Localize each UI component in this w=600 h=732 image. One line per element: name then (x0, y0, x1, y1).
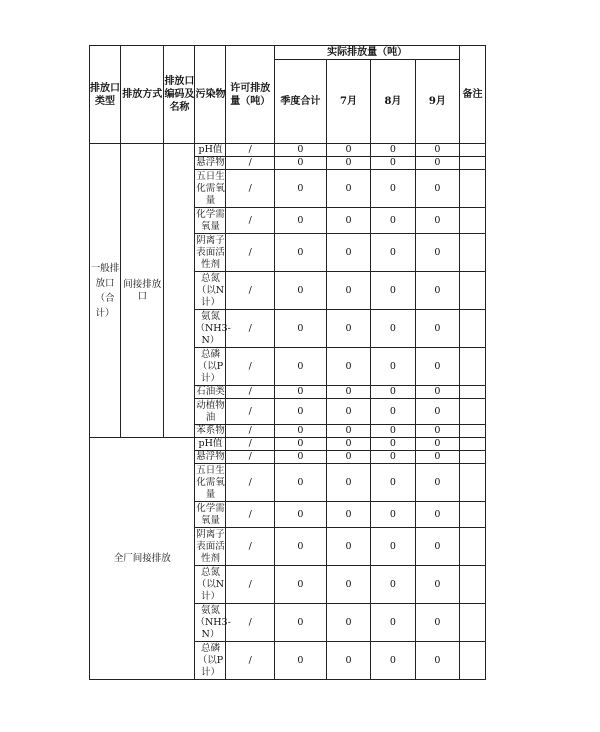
month-8-cell: 0 (371, 438, 415, 451)
quarter-total-cell: 0 (275, 451, 327, 464)
remarks-cell (460, 157, 486, 170)
month-7-cell: 0 (326, 144, 370, 157)
quarter-total-cell: 0 (275, 464, 327, 502)
pollutant-cell: 化学需氧量 (196, 502, 225, 526)
month-9-cell: 0 (415, 528, 459, 566)
permitted-cell: / (226, 438, 275, 451)
remarks-cell (460, 348, 486, 386)
header-permitted: 许可排放量（吨） (226, 46, 275, 144)
permitted-cell: / (226, 348, 275, 386)
month-8-cell: 0 (371, 144, 415, 157)
quarter-total-cell: 0 (275, 272, 327, 310)
month-9-cell: 0 (415, 425, 459, 438)
remarks-cell (460, 208, 486, 234)
permitted-cell: / (226, 310, 275, 348)
pollutant-cell: 五日生化需氧量 (196, 464, 225, 500)
month-8-cell: 0 (371, 272, 415, 310)
month-7-cell: 0 (326, 157, 370, 170)
quarter-total-cell: 0 (275, 642, 327, 680)
remarks-cell (460, 386, 486, 399)
permitted-cell: / (226, 170, 275, 208)
permitted-cell: / (226, 234, 275, 272)
remarks-cell (460, 604, 486, 642)
month-9-cell: 0 (415, 208, 459, 234)
pollutant-cell: 阴离子表面活性剂 (196, 528, 225, 564)
month-8-cell: 0 (371, 310, 415, 348)
month-7-cell: 0 (326, 566, 370, 604)
month-8-cell: 0 (371, 234, 415, 272)
header-actual: 实际排放量（吨） (275, 46, 460, 60)
month-9-cell: 0 (415, 157, 459, 170)
permitted-cell: / (226, 425, 275, 438)
quarter-total-cell: 0 (275, 566, 327, 604)
month-8-cell: 0 (371, 642, 415, 680)
month-8-cell: 0 (371, 528, 415, 566)
quarter-total-cell: 0 (275, 528, 327, 566)
pollutant-cell: 氨氮（NH3-N） (195, 310, 231, 346)
header-discharge-method: 排放方式 (121, 46, 164, 144)
header-outlet-code-name: 排放口编码及名称 (164, 46, 195, 144)
remarks-cell (460, 425, 486, 438)
remarks-cell (460, 234, 486, 272)
header-outlet-type: 排放口类型 (90, 46, 121, 144)
remarks-cell (460, 464, 486, 502)
month-7-cell: 0 (326, 386, 370, 399)
permitted-cell: / (226, 604, 275, 642)
month-9-cell: 0 (415, 348, 459, 386)
pollutant-cell: pH值 (195, 438, 226, 451)
pollutant-cell: pH值 (195, 144, 226, 157)
pollutant-cell: 五日生化需氧量 (196, 170, 225, 206)
month-8-cell: 0 (371, 425, 415, 438)
remarks-cell (460, 144, 486, 157)
table-row (90, 144, 486, 157)
month-7-cell: 0 (326, 272, 370, 310)
month-8-cell: 0 (371, 464, 415, 502)
outlet-code-cell (164, 144, 195, 438)
permitted-cell: / (226, 144, 275, 157)
discharge-method-cell: 间接排放口 (121, 144, 164, 438)
month-9-cell: 0 (415, 144, 459, 157)
permitted-cell: / (226, 502, 275, 528)
permitted-cell: / (226, 451, 275, 464)
quarter-total-cell: 0 (275, 399, 327, 425)
quarter-total-cell: 0 (275, 604, 327, 642)
pollutant-cell: 总氮（以N计） (196, 272, 225, 308)
month-9-cell: 0 (415, 502, 459, 528)
remarks-cell (460, 399, 486, 425)
header-month-8: 8月 (371, 60, 415, 144)
month-7-cell: 0 (326, 208, 370, 234)
month-7-cell: 0 (326, 464, 370, 502)
quarter-total-cell: 0 (275, 386, 327, 399)
month-9-cell: 0 (415, 464, 459, 502)
month-8-cell: 0 (371, 157, 415, 170)
remarks-cell (460, 438, 486, 451)
pollutant-cell: 悬浮物 (196, 451, 225, 462)
month-7-cell: 0 (326, 528, 370, 566)
quarter-total-cell: 0 (275, 438, 327, 451)
month-8-cell: 0 (371, 566, 415, 604)
pollutant-cell: 化学需氧量 (196, 208, 225, 232)
remarks-cell (460, 566, 486, 604)
permitted-cell: / (226, 272, 275, 310)
month-7-cell: 0 (326, 642, 370, 680)
month-9-cell: 0 (415, 642, 459, 680)
header-month-9: 9月 (415, 60, 459, 144)
permitted-cell: / (226, 208, 275, 234)
month-7-cell: 0 (326, 438, 370, 451)
pollutant-cell: 总磷（以P计） (195, 642, 226, 680)
month-9-cell: 0 (415, 438, 459, 451)
table-row (90, 438, 486, 451)
quarter-total-cell: 0 (275, 234, 327, 272)
month-9-cell: 0 (415, 170, 459, 208)
month-7-cell: 0 (326, 170, 370, 208)
header-pollutant: 污染物 (195, 46, 226, 144)
month-8-cell: 0 (371, 399, 415, 425)
pollutant-cell: 石油类 (196, 386, 225, 397)
month-9-cell: 0 (415, 566, 459, 604)
permitted-cell: / (226, 386, 275, 399)
remarks-cell (460, 272, 486, 310)
permitted-cell: / (226, 399, 275, 425)
month-9-cell: 0 (415, 234, 459, 272)
quarter-total-cell: 0 (275, 144, 327, 157)
discharge-table (89, 45, 486, 680)
header-remarks: 备注 (460, 46, 486, 144)
month-9-cell: 0 (415, 451, 459, 464)
remarks-cell (460, 451, 486, 464)
outlet-type-cell: 一般排放口（合计） (90, 144, 121, 438)
month-7-cell: 0 (326, 451, 370, 464)
month-8-cell: 0 (371, 386, 415, 399)
pollutant-cell: 动植物油 (196, 399, 225, 423)
month-8-cell: 0 (371, 604, 415, 642)
remarks-cell (460, 642, 486, 680)
month-8-cell: 0 (371, 451, 415, 464)
month-8-cell: 0 (371, 208, 415, 234)
permitted-cell: / (226, 157, 275, 170)
permitted-cell: / (226, 566, 275, 604)
month-8-cell: 0 (371, 348, 415, 386)
pollutant-cell: 氨氮（NH3-N） (195, 604, 231, 640)
remarks-cell (460, 310, 486, 348)
remarks-cell (460, 528, 486, 566)
month-7-cell: 0 (326, 604, 370, 642)
quarter-total-cell: 0 (275, 170, 327, 208)
permitted-cell: / (226, 464, 275, 502)
month-9-cell: 0 (415, 310, 459, 348)
plant-total-indirect-cell: 全厂间接排放 (90, 438, 195, 680)
month-7-cell: 0 (326, 234, 370, 272)
remarks-cell (460, 170, 486, 208)
header-quarter-total: 季度合计 (275, 60, 327, 144)
quarter-total-cell: 0 (275, 425, 327, 438)
pollutant-cell: 苯系物 (196, 425, 225, 436)
quarter-total-cell: 0 (275, 208, 327, 234)
remarks-cell (460, 502, 486, 528)
month-9-cell: 0 (415, 272, 459, 310)
month-9-cell: 0 (415, 604, 459, 642)
quarter-total-cell: 0 (275, 157, 327, 170)
pollutant-cell: 总磷（以P计） (195, 348, 226, 386)
month-7-cell: 0 (326, 425, 370, 438)
permitted-cell: / (226, 528, 275, 566)
quarter-total-cell: 0 (275, 502, 327, 528)
pollutant-cell: 总氮（以N计） (196, 566, 225, 602)
pollutant-cell: 悬浮物 (196, 157, 225, 168)
quarter-total-cell: 0 (275, 310, 327, 348)
pollutant-cell: 阴离子表面活性剂 (196, 234, 225, 270)
month-7-cell: 0 (326, 310, 370, 348)
month-7-cell: 0 (326, 399, 370, 425)
month-7-cell: 0 (326, 502, 370, 528)
month-9-cell: 0 (415, 399, 459, 425)
header-month-7: 7月 (326, 60, 370, 144)
month-8-cell: 0 (371, 502, 415, 528)
month-7-cell: 0 (326, 348, 370, 386)
month-9-cell: 0 (415, 386, 459, 399)
table-body (90, 144, 486, 680)
quarter-total-cell: 0 (275, 348, 327, 386)
month-8-cell: 0 (371, 170, 415, 208)
permitted-cell: / (226, 642, 275, 680)
